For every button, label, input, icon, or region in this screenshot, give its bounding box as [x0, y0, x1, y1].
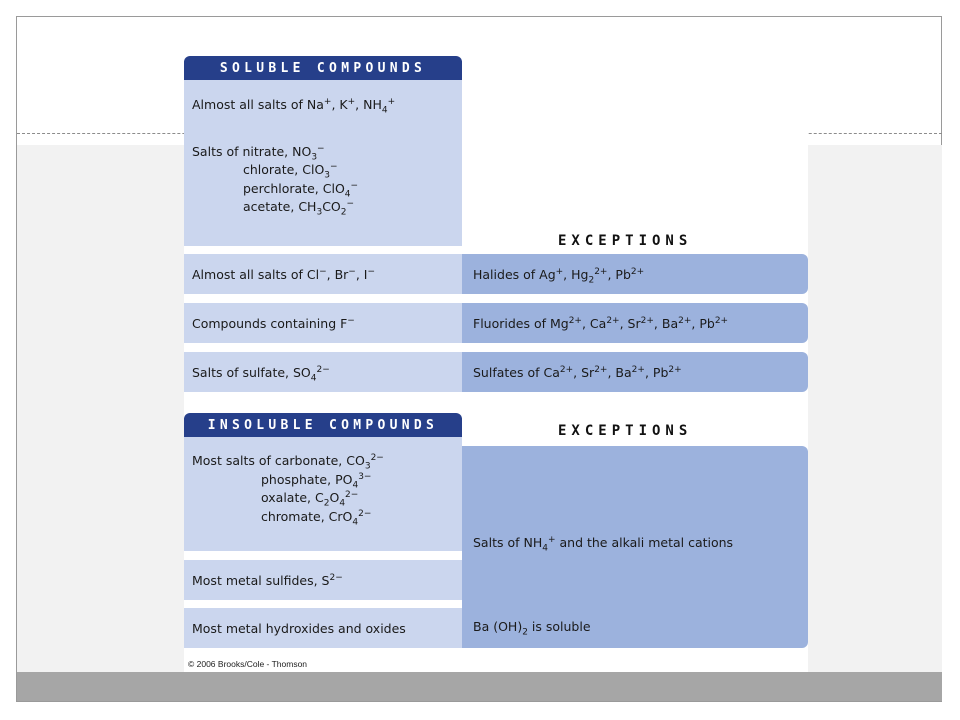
halide-exceptions-cell: Halides of Ag+, $Hg_2^{2+}$, $Pb^{2+}$ [462, 254, 808, 294]
sulfate-salts-cell: Salts of sulfate, $SO_4^{2-}$ [184, 352, 462, 392]
barium-hydroxide-exception: Ba $(OH)_2$ is soluble [473, 619, 591, 638]
copyright-notice: © 2006 Brooks/Cole - Thomson [188, 659, 308, 669]
exceptions-label-soluble: EXCEPTIONS [558, 233, 693, 249]
soluble-compounds-header: SOLUBLE COMPOUNDS [184, 56, 462, 80]
perchlorate-line: perchlorate, ClO$_4$− [243, 180, 359, 199]
ammonium-alkali-exception: Salts of $NH_4^+$ and the alkali metal cations [473, 534, 734, 554]
acetate-line: acetate, $CH_3CO_2^-$ [243, 198, 355, 218]
insoluble-exceptions-cell [462, 446, 808, 648]
fluoride-compounds-cell: Compounds containing F− [184, 303, 462, 343]
insoluble-compounds-header: INSOLUBLE COMPOUNDS [184, 413, 462, 437]
sulfides-cell: Most metal sulfides, $S^{2-}$ [184, 560, 462, 600]
hydroxides-oxides-cell: Most metal hydroxides and oxides [184, 608, 462, 648]
nitrate-line: Salts of nitrate, $NO_3^-$ [192, 143, 325, 162]
carbonate-group-cell [184, 437, 462, 551]
alkali-salts-line: Almost all salts of Na+, K+, $NH_4^+$ [192, 96, 396, 116]
slide-footer-bar [17, 672, 942, 701]
sulfate-exceptions-cell: Sulfates of $Ca^{2+}$, $Sr^{2+}$, $Ba^{2+}$, $Pb^{2+}$ [462, 352, 808, 392]
oxalate-line: oxalate, $C_2O_4^{2-}$ [261, 489, 359, 509]
solubility-rules-figure [184, 55, 808, 672]
carbonate-line: Most salts of carbonate, $CO_3^{2-}$ [192, 452, 384, 472]
soluble-cations-cell [184, 80, 462, 246]
chlorate-line: chlorate, ClO$_3$− [243, 161, 338, 181]
fluoride-exceptions-cell: Fluorides of $Mg^{2+}$, $Ca^{2+}$, $Sr^{2+}$, $Ba^{2+}$, $Pb^{2+}$ [462, 303, 808, 343]
phosphate-line: phosphate, $PO_4^{3-}$ [261, 471, 372, 490]
exceptions-label-insoluble: EXCEPTIONS [558, 423, 693, 439]
halide-salts-cell: Almost all salts of Cl−, Br−, I− [184, 254, 462, 294]
chromate-line: chromate, CrO$_4^{2-}$ [261, 508, 372, 527]
